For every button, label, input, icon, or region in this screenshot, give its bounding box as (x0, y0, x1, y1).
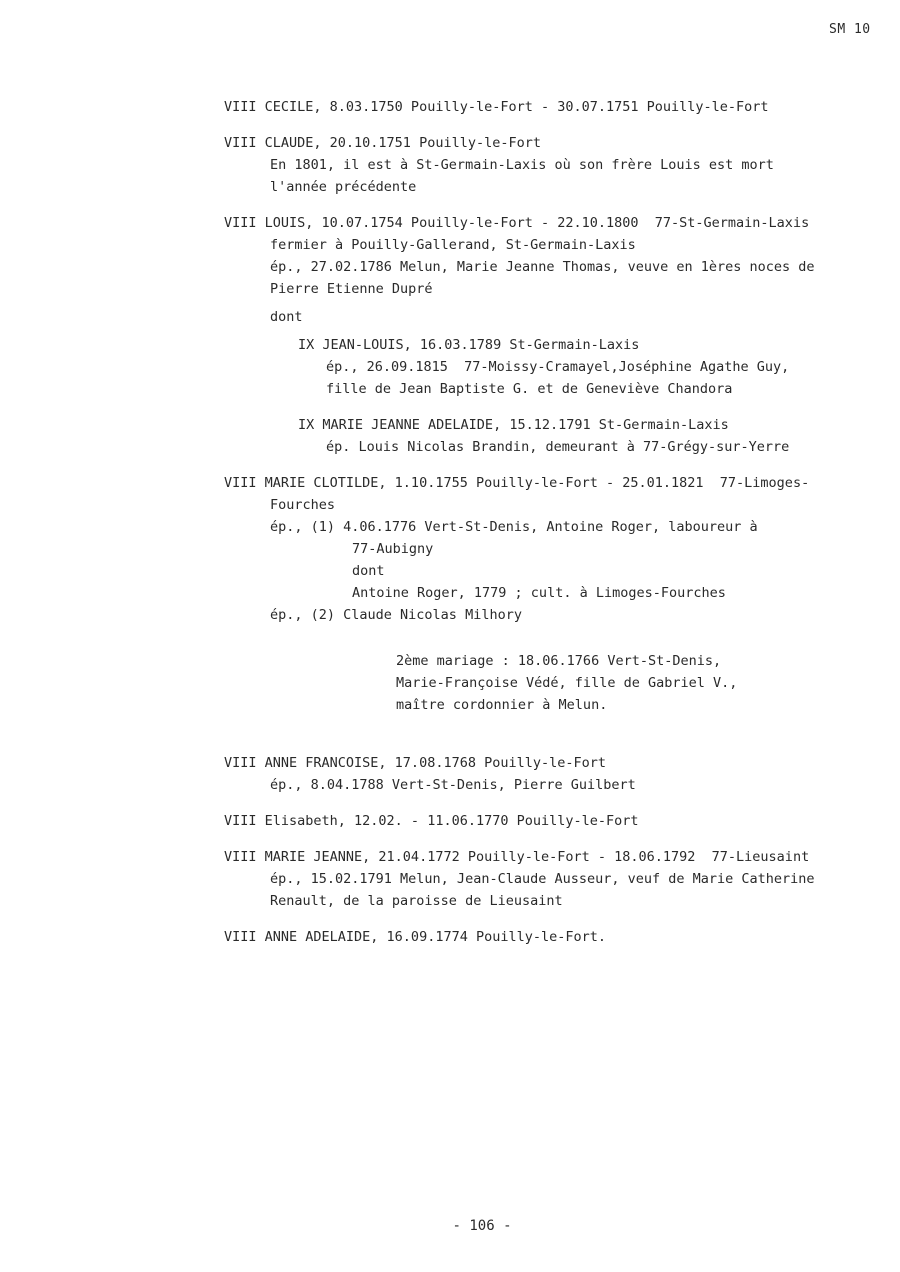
document-reference: SM 10 (829, 22, 871, 37)
entry-line: VIII CLAUDE, 20.10.1751 Pouilly-le-Fort (224, 135, 541, 151)
entry-line: ép., 26.09.1815 77-Moissy-Cramayel,Joséphine Agathe Guy, (326, 359, 790, 375)
genealogy-content (224, 96, 890, 962)
entry-line: l'année précédente (270, 179, 417, 195)
entry-line: Marie-Françoise Védé, fille de Gabriel V., (396, 675, 738, 691)
entry-marie-clotilde (224, 472, 890, 626)
page-number: - 106 - (452, 1218, 512, 1234)
entry-line: VIII ANNE ADELAIDE, 16.09.1774 Pouilly-le-Fort. (224, 929, 607, 945)
entry-line: ép., 15.02.1791 Melun, Jean-Claude Ausseur, veuf de Marie Catherine (270, 871, 815, 887)
entry-line: 2ème mariage : 18.06.1766 Vert-St-Denis, (396, 653, 722, 669)
entry-line: En 1801, il est à St-Germain-Laxis où son frère Louis est mort (270, 157, 774, 173)
entry-line: VIII CECILE, 8.03.1750 Pouilly-le-Fort - 30.07.1751 Pouilly-le-Fort (224, 99, 769, 115)
entry-line: ép. Louis Nicolas Brandin, demeurant à 77-Grégy-sur-Yerre (326, 439, 790, 455)
entry-elisabeth (224, 810, 890, 832)
entry-line: ép., 27.02.1786 Melun, Marie Jeanne Thomas, veuve en 1ères noces de (270, 259, 815, 275)
entry-line: dont (352, 563, 385, 579)
entry-line: IX JEAN-LOUIS, 16.03.1789 St-Germain-Laxis (298, 337, 640, 353)
entry-cecile (224, 96, 890, 118)
entry-line: VIII LOUIS, 10.07.1754 Pouilly-le-Fort - 22.10.1800 77-St-Germain-Laxis (224, 215, 810, 231)
louis-children-label (224, 306, 890, 328)
entry-line: Pierre Etienne Dupré (270, 281, 433, 297)
entry-anne-francoise (224, 752, 890, 796)
entry-line: VIII Elisabeth, 12.02. - 11.06.1770 Pouilly-le-Fort (224, 813, 639, 829)
entry-line: fermier à Pouilly-Gallerand, St-Germain-Laxis (270, 237, 636, 253)
entry-line: ép., (2) Claude Nicolas Milhory (270, 607, 522, 623)
entry-line: dont (270, 309, 303, 325)
entry-line: VIII MARIE CLOTILDE, 1.10.1755 Pouilly-le-Fort - 25.01.1821 77-Limoges- (224, 475, 810, 491)
entry-line: ép., (1) 4.06.1776 Vert-St-Denis, Antoine Roger, laboureur à (270, 519, 758, 535)
entry-line: Fourches (270, 497, 336, 513)
entry-line: IX MARIE JEANNE ADELAIDE, 15.12.1791 St-Germain-Laxis (298, 417, 729, 433)
entry-anne-adelaide (224, 926, 890, 948)
entry-line: Renault, de la paroisse de Lieusaint (270, 893, 563, 909)
entry-line: VIII MARIE JEANNE, 21.04.1772 Pouilly-le-Fort - 18.06.1792 77-Lieusaint (224, 849, 810, 865)
entry-claude (224, 132, 890, 198)
entry-line: VIII ANNE FRANCOISE, 17.08.1768 Pouilly-le-Fort (224, 755, 607, 771)
entry-line: 77-Aubigny (352, 541, 434, 557)
second-marriage-note (396, 650, 890, 716)
entry-line: maître cordonnier à Melun. (396, 697, 608, 713)
entry-louis (224, 212, 890, 300)
entry-marie-jeanne (224, 846, 890, 912)
entry-marie-jeanne-adelaide (224, 414, 890, 458)
entry-line: fille de Jean Baptiste G. et de Geneviève Chandora (326, 381, 733, 397)
entry-jean-louis (224, 334, 890, 400)
entry-line: ép., 8.04.1788 Vert-St-Denis, Pierre Guilbert (270, 777, 636, 793)
entry-line: Antoine Roger, 1779 ; cult. à Limoges-Fourches (352, 585, 726, 601)
